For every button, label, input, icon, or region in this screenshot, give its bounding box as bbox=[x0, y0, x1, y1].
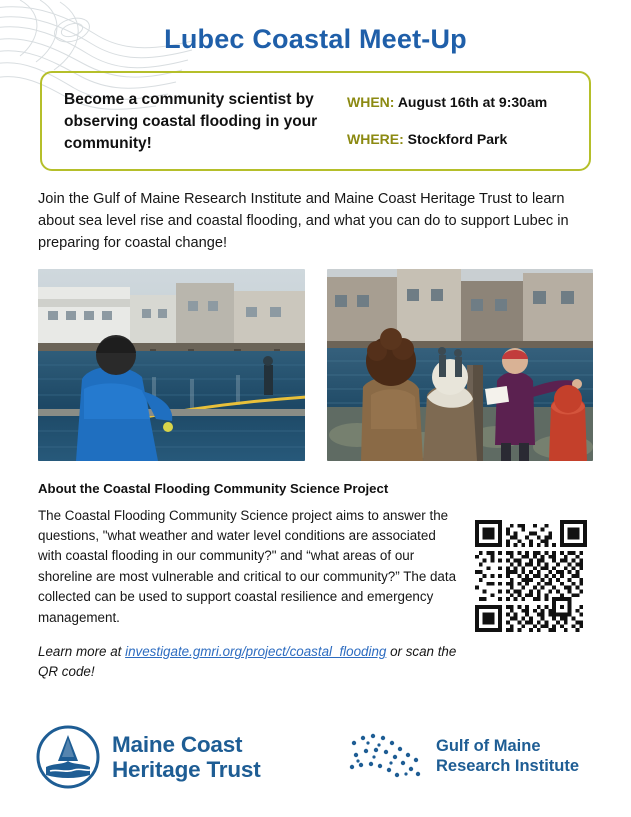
about-section bbox=[38, 506, 593, 696]
gmri-wordmark bbox=[436, 737, 579, 777]
mcht-line1: Maine Coast bbox=[112, 731, 243, 757]
gmri-fish-icon bbox=[346, 729, 424, 785]
callout-headline: Become a community scientist by observing coastal flooding in your community! bbox=[64, 91, 318, 152]
project-link[interactable]: investigate.gmri.org/project/coastal_flooding bbox=[125, 643, 387, 659]
mcht-wordmark bbox=[112, 732, 261, 782]
where-label: WHERE: bbox=[347, 131, 404, 147]
learn-more-suffix: or scan the QR code! bbox=[38, 643, 457, 680]
mcht-seal-icon bbox=[36, 725, 100, 789]
when-value: August 16th at 9:30am bbox=[397, 94, 548, 110]
about-paragraph: The Coastal Flooding Community Science project aims to answer the questions, "what weather and water level conditions are associated with coastal flooding in our community?" and “what areas of our shoreline are most vulnerable and critical to our community?” The data collected can be used to support coastal resilience and emergency management. bbox=[38, 507, 457, 625]
figure-wading bbox=[263, 356, 273, 395]
when-label: WHEN: bbox=[347, 94, 395, 110]
logo-row bbox=[36, 725, 595, 789]
event-where-row bbox=[347, 129, 571, 150]
about-text-column bbox=[38, 506, 457, 696]
figure-red-coat bbox=[549, 385, 587, 461]
maine-coast-heritage-trust-logo bbox=[36, 725, 346, 789]
gmri-line2: Research Institute bbox=[436, 757, 580, 775]
qr-code-wrap bbox=[475, 506, 593, 632]
intro-paragraph: Join the Gulf of Maine Research Institute and Maine Coast Heritage Trust to learn about sea level rise and coastal flooding, and what you can do to support Lubec in preparing for coastal change! bbox=[38, 191, 569, 251]
page-title: Lubec Coastal Meet-Up bbox=[164, 24, 467, 54]
mcht-line2: Heritage Trust bbox=[112, 757, 261, 782]
event-details bbox=[347, 89, 571, 150]
photo-person-measuring-water-level bbox=[38, 269, 305, 461]
event-when-row bbox=[347, 92, 571, 113]
qr-code[interactable] bbox=[475, 520, 587, 632]
event-callout-box bbox=[40, 71, 591, 171]
photo-row bbox=[38, 269, 593, 461]
photo-group-discussion-waterfront bbox=[327, 269, 594, 461]
about-heading: About the Coastal Flooding Community Science Project bbox=[38, 480, 389, 496]
learn-more-line bbox=[38, 642, 457, 682]
where-value: Stockford Park bbox=[407, 131, 508, 147]
gulf-of-maine-research-institute-logo bbox=[346, 729, 579, 785]
figure-curly-hair bbox=[361, 328, 423, 461]
gmri-line1: Gulf of Maine bbox=[436, 737, 541, 756]
learn-more-prefix: Learn more at bbox=[38, 643, 126, 659]
